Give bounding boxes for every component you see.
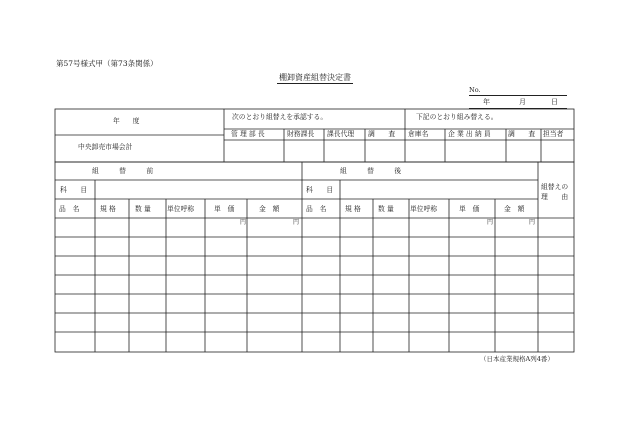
yen-amount-after: 円 (529, 219, 536, 226)
approval-col-finance-chief: 財務課長 (287, 130, 315, 138)
section-before: 組 替 前 (92, 167, 154, 175)
approval-col-deputy: 課長代理 (327, 130, 355, 138)
request-col-cashier: 企 業 出 納 員 (448, 130, 491, 138)
request-text: 下記のとおり組み替える。 (416, 113, 498, 121)
yen-price-after: 円 (487, 219, 494, 226)
col-qty-after: 数 量 (378, 205, 394, 213)
date-month-label: 月 (519, 98, 526, 106)
section-after: 組 替 後 (340, 167, 402, 175)
request-col-audit: 調 査 (508, 130, 536, 138)
form-number: 第57号様式甲（第73条関係） (56, 59, 158, 68)
yen-amount-before: 円 (293, 219, 300, 226)
subject-label-before: 科 目 (60, 186, 88, 194)
approval-col-manager: 管 理 部 長 (231, 130, 265, 138)
date-year-label: 年 (483, 98, 490, 106)
subject-label-after: 科 目 (306, 186, 334, 194)
col-unit-before: 単位呼称 (167, 205, 195, 213)
yen-price-before: 円 (240, 219, 247, 226)
col-qty-before: 数 量 (135, 205, 151, 213)
col-spec-after: 規 格 (345, 205, 361, 213)
request-col-warehouse: 倉庫名 (408, 130, 429, 138)
approval-col-audit: 調 査 (368, 130, 396, 138)
col-amount-before: 金 額 (259, 205, 280, 213)
col-item-name-before: 品 名 (59, 205, 80, 213)
approval-text: 次のとおり組替えを承認する。 (232, 113, 328, 121)
col-price-after: 単 価 (459, 205, 480, 213)
col-price-before: 単 価 (214, 205, 235, 213)
request-col-staff: 担当者 (543, 130, 564, 138)
section-reason: 組替えの理 由 (541, 183, 569, 202)
document-number-label: No. (469, 86, 481, 94)
organization-label: 中央卸売市場会計 (78, 143, 133, 151)
col-item-name-after: 品 名 (306, 205, 327, 213)
fiscal-year-label: 年 度 (113, 117, 143, 125)
col-spec-before: 規 格 (100, 205, 116, 213)
col-amount-after: 金 額 (504, 205, 525, 213)
footnote: （日本産業規格A列4番） (480, 355, 554, 363)
col-unit-after: 単位呼称 (410, 205, 438, 213)
date-day-label: 日 (551, 98, 558, 106)
form-title-text: 棚卸資産組替決定書 (279, 73, 351, 82)
